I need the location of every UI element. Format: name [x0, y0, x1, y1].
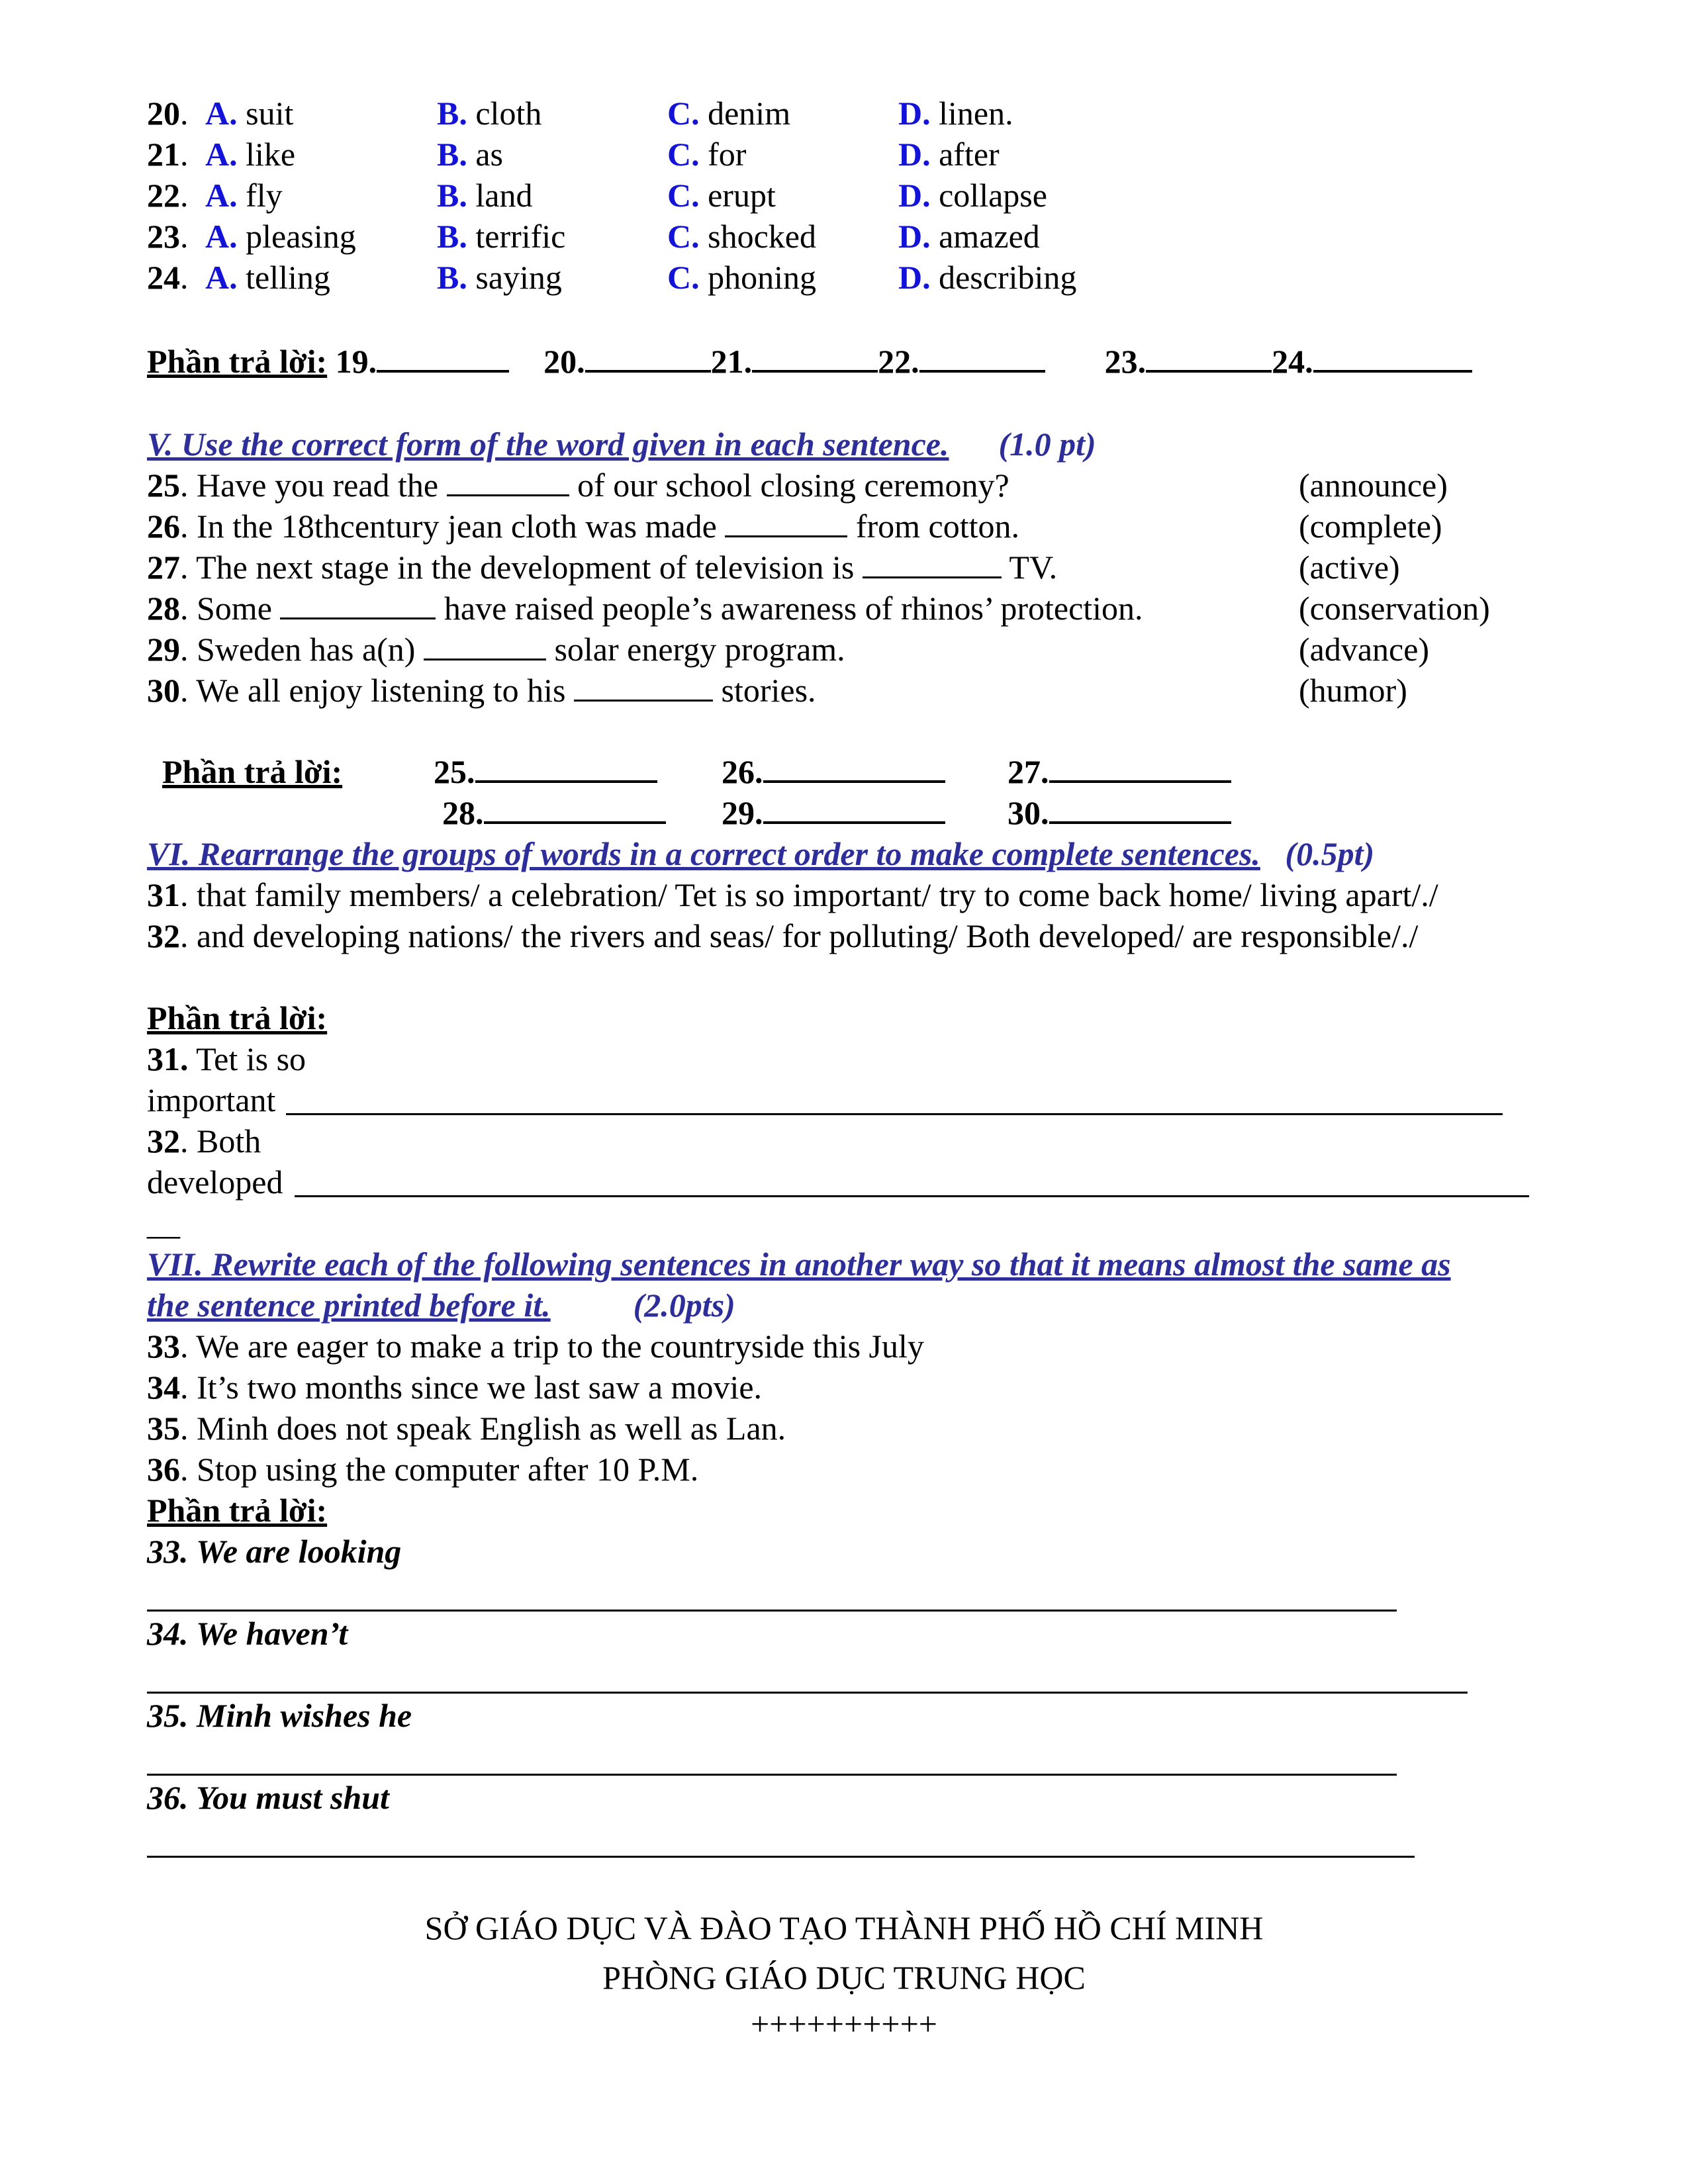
- option-24-c: C. phoning: [667, 259, 817, 296]
- item-26: 26. In the 18thcentury jean cloth was made from cotton.: [147, 508, 1020, 545]
- answer-34-rule[interactable]: [147, 1692, 1468, 1694]
- footer-office: PHÒNG GIÁO DỤC TRUNG HỌC: [602, 1959, 1086, 1996]
- answer-32-rule[interactable]: [295, 1195, 1529, 1197]
- word-hint-27: (active): [1299, 549, 1400, 586]
- option-22-a: A. fly: [205, 177, 283, 214]
- item-36: 36. Stop using the computer after 10 P.M.: [147, 1451, 699, 1488]
- section-v-heading: V. Use the correct form of the word given in each sentence. (1.0 pt): [147, 426, 1096, 463]
- mc-row-21: 21.: [147, 136, 197, 173]
- blank-28[interactable]: [280, 595, 436, 619]
- mc-row-22: 22.: [147, 177, 197, 214]
- mc-row-24: 24.: [147, 259, 197, 296]
- item-32: 32. and developing nations/ the rivers and seas/ for polluting/ Both developed/ are responsible/./: [147, 917, 1419, 954]
- option-20-c: C. denim: [667, 95, 791, 132]
- option-22-b: B. land: [437, 177, 533, 214]
- option-20-a: A. suit: [205, 95, 294, 132]
- item-30: 30. We all enjoy listening to his stories.: [147, 672, 816, 709]
- option-24-d: D. describing: [898, 259, 1077, 296]
- answer-31-rule[interactable]: [286, 1113, 1503, 1115]
- answer-blank-25[interactable]: [475, 752, 657, 783]
- word-hint-30: (humor): [1299, 672, 1407, 709]
- footer-separator: ++++++++++: [751, 2005, 937, 2042]
- answer-25: 25.: [434, 751, 657, 792]
- answer-label-v: Phần trả lời:: [162, 753, 343, 790]
- answer-33-rule[interactable]: [147, 1610, 1397, 1612]
- option-23-c: C. shocked: [667, 218, 816, 255]
- answer-31-line2: important: [147, 1081, 276, 1118]
- answer-blank-26[interactable]: [763, 752, 945, 783]
- answer-blank-19[interactable]: [377, 342, 509, 373]
- answer-27: 27.: [1008, 751, 1231, 792]
- mc-row-23: 23.: [147, 218, 197, 255]
- option-24-a: A. telling: [205, 259, 330, 296]
- item-33: 33. We are eager to make a trip to the countryside this July: [147, 1328, 924, 1365]
- option-21-a: A. like: [205, 136, 296, 173]
- answer-blank-20[interactable]: [585, 342, 711, 373]
- item-25: 25. Have you read the of our school closing ceremony?: [147, 467, 1009, 504]
- section-vii-heading-line1: VII. Rewrite each of the following sentences in another way so that it means almost the same as: [147, 1246, 1451, 1283]
- blank-29[interactable]: [424, 636, 546, 660]
- answer-blank-29[interactable]: [763, 794, 945, 824]
- answer-blank-23[interactable]: [1146, 342, 1272, 373]
- option-20-b: B. cloth: [437, 95, 542, 132]
- section-vi-heading: VI. Rearrange the groups of words in a correct order to make complete sentences. (0.5pt): [147, 835, 1375, 872]
- answer-29: 29.: [722, 792, 945, 833]
- word-hint-25: (announce): [1299, 467, 1448, 504]
- answer-label-vi: Phần trả lời:: [147, 999, 328, 1036]
- answer-row-iv: Phần trả lời: 19. 20. 21. 22. 23. 24.: [147, 341, 1472, 382]
- word-hint-29: (advance): [1299, 631, 1430, 668]
- blank-27[interactable]: [863, 554, 1002, 578]
- answer-28: 28.: [442, 792, 666, 833]
- section-vii-heading-line2: the sentence printed before it. (2.0pts): [147, 1287, 735, 1324]
- answer-26: 26.: [722, 751, 945, 792]
- answer-blank-24[interactable]: [1313, 342, 1472, 373]
- answer-32-line1: 32. Both: [147, 1122, 261, 1160]
- answer-30: 30.: [1008, 792, 1231, 833]
- blank-26[interactable]: [725, 513, 847, 537]
- item-28: 28. Some have raised people’s awareness of rhinos’ protection.: [147, 590, 1143, 627]
- answer-33-prompt: 33. We are looking: [147, 1533, 402, 1570]
- option-24-b: B. saying: [437, 259, 562, 296]
- answer-31-line1: 31. Tet is so: [147, 1040, 306, 1077]
- mc-row-20: 20.: [147, 95, 197, 132]
- answer-32-line2: developed: [147, 1163, 283, 1201]
- blank-25[interactable]: [447, 472, 569, 496]
- blank-30[interactable]: [574, 677, 713, 702]
- answer-blank-27[interactable]: [1049, 752, 1231, 783]
- item-27: 27. The next stage in the development of television is TV.: [147, 549, 1058, 586]
- option-23-a: A. pleasing: [205, 218, 356, 255]
- word-hint-28: (conservation): [1299, 590, 1490, 627]
- answer-blank-22[interactable]: [919, 342, 1045, 373]
- option-23-b: B. terrific: [437, 218, 566, 255]
- footer-department: SỞ GIÁO DỤC VÀ ĐÀO TẠO THÀNH PHỐ HỒ CHÍ MINH: [424, 1909, 1264, 1946]
- answer-blank-21[interactable]: [752, 342, 878, 373]
- answer-35-prompt: 35. Minh wishes he: [147, 1697, 412, 1734]
- answer-blank-28[interactable]: [484, 794, 666, 824]
- answer-blank-30[interactable]: [1049, 794, 1231, 824]
- option-22-d: D. collapse: [898, 177, 1047, 214]
- answer-label-vii: Phần trả lời:: [147, 1492, 328, 1529]
- option-22-c: C. erupt: [667, 177, 776, 214]
- item-31: 31. that family members/ a celebration/ Tet is so important/ try to come back home/ living apart/./: [147, 876, 1438, 913]
- answer-35-rule[interactable]: [147, 1774, 1397, 1776]
- answer-36-prompt: 36. You must shut: [147, 1779, 389, 1816]
- option-20-d: D. linen.: [898, 95, 1013, 132]
- item-35: 35. Minh does not speak English as well as Lan.: [147, 1410, 786, 1447]
- option-23-d: D. amazed: [898, 218, 1040, 255]
- answer-36-rule[interactable]: [147, 1856, 1415, 1858]
- option-21-c: C. for: [667, 136, 747, 173]
- option-21-d: D. after: [898, 136, 1000, 173]
- answer-32-trail: __: [147, 1205, 180, 1242]
- word-hint-26: (complete): [1299, 508, 1442, 545]
- item-29: 29. Sweden has a(n) solar energy program.: [147, 631, 845, 668]
- answer-34-prompt: 34. We haven’t: [147, 1615, 348, 1652]
- item-34: 34. It’s two months since we last saw a movie.: [147, 1369, 763, 1406]
- option-21-b: B. as: [437, 136, 504, 173]
